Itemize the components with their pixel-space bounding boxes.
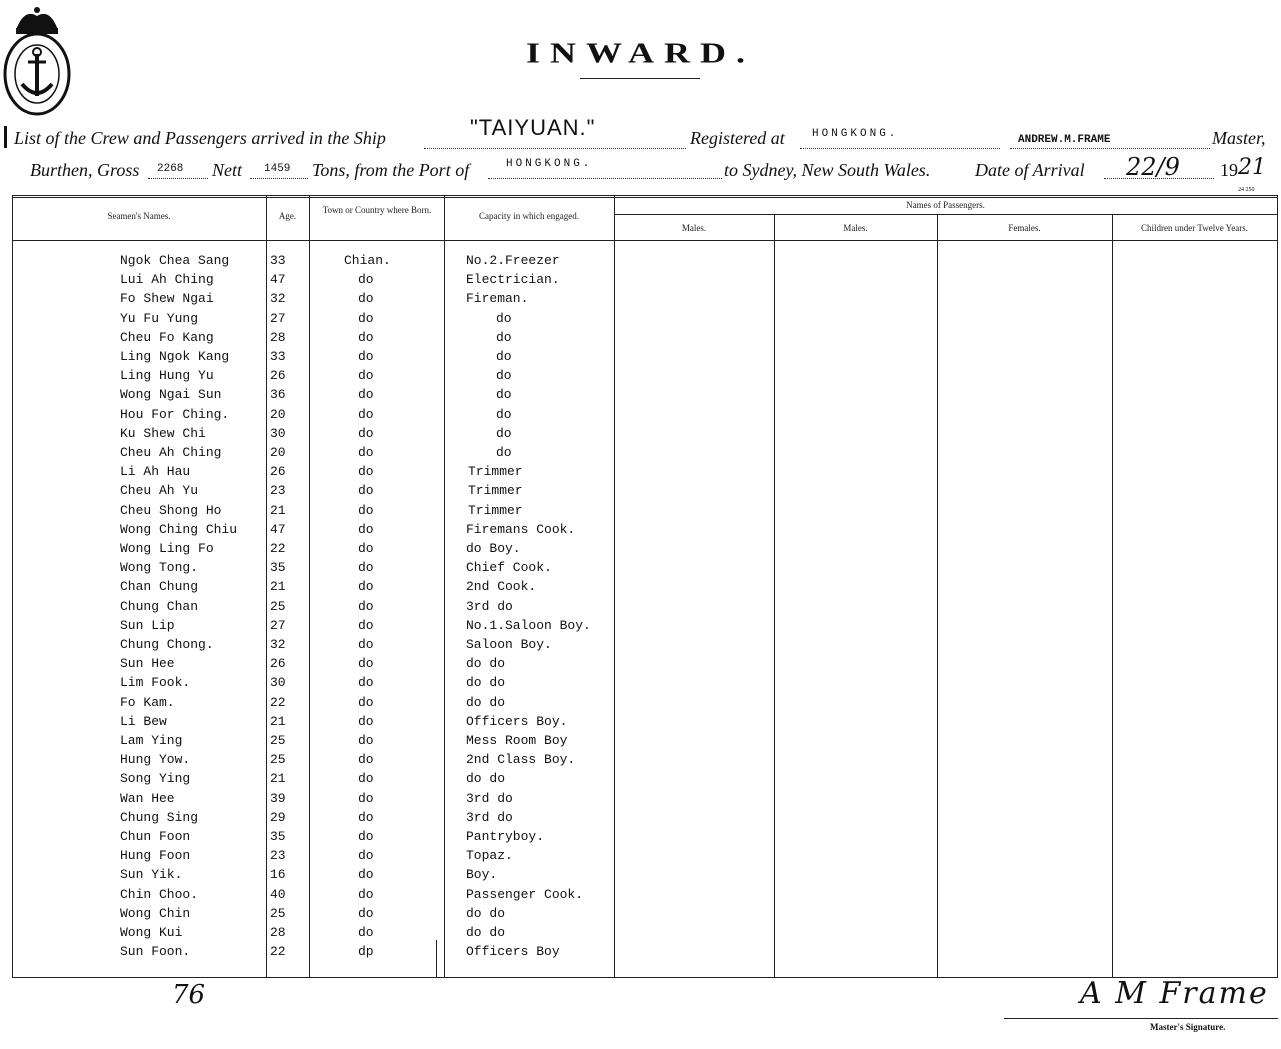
crew-born: Chian.	[344, 253, 391, 268]
crew-age: 30	[270, 426, 286, 441]
crew-name: Wong Chin	[120, 906, 191, 921]
crew-born: do	[358, 330, 374, 345]
col-females: Females.	[1008, 223, 1041, 233]
crew-age: 27	[270, 311, 286, 326]
crew-name: Wan Hee	[120, 791, 175, 806]
crew-age: 26	[270, 368, 286, 383]
master-name: ANDREW.M.FRAME	[1018, 134, 1111, 146]
crew-name: Cheu Ah Ching	[120, 445, 222, 460]
crew-capacity: Trimmer	[468, 503, 523, 518]
crew-capacity: Firemans Cook.	[466, 522, 576, 537]
crew-name: Cheu Fo Kang	[120, 330, 214, 345]
crew-age: 25	[270, 906, 286, 921]
nett-label: Nett	[212, 160, 242, 180]
crew-born: do	[358, 560, 374, 575]
crew-born: do	[358, 387, 374, 402]
crew-name: Sun Yik.	[120, 867, 183, 882]
crew-capacity: Chief Cook.	[466, 560, 552, 575]
crew-age: 23	[270, 848, 286, 863]
page-number: 76	[172, 980, 206, 1010]
crew-name: Hung Yow.	[120, 752, 191, 767]
crew-capacity: do do	[466, 771, 506, 786]
crew-age: 40	[270, 887, 286, 902]
title-underline	[580, 78, 700, 79]
crew-capacity: Pantryboy.	[466, 829, 545, 844]
crew-name: Wong Kui	[120, 925, 183, 940]
crew-name: Ngok Chea Sang	[120, 253, 230, 268]
date-arrival-value: 22/9	[1126, 153, 1180, 181]
crew-capacity: Trimmer	[468, 483, 523, 498]
crew-age: 21	[270, 503, 286, 518]
master-underline	[1010, 148, 1210, 149]
ship-underline	[424, 148, 686, 149]
table-header-rule	[12, 240, 1278, 241]
crew-age: 26	[270, 656, 286, 671]
crew-age: 36	[270, 387, 286, 402]
crew-born: do	[358, 503, 374, 518]
crew-born: do	[358, 311, 374, 326]
crew-born: do	[358, 522, 374, 537]
crew-name: Sun Hee	[120, 656, 175, 671]
crew-born: do	[358, 579, 374, 594]
crew-age: 20	[270, 407, 286, 422]
crew-age: 35	[270, 560, 286, 575]
crew-name: Chun Foon	[120, 829, 191, 844]
year-prefix: 19	[1220, 160, 1238, 180]
crew-age: 21	[270, 714, 286, 729]
crew-capacity: Officers Boy	[466, 944, 560, 959]
tons-from-label: Tons, from the Port of	[312, 160, 470, 180]
crew-capacity: do	[496, 445, 512, 460]
form-code: 24 250	[1238, 187, 1255, 193]
to-sydney-label: to Sydney, New South Wales.	[724, 160, 931, 180]
crew-capacity: Fireman.	[466, 291, 529, 306]
crew-age: 21	[270, 579, 286, 594]
crew-age: 47	[270, 272, 286, 287]
crew-born: do	[358, 637, 374, 652]
crew-name: Chan Chung	[120, 579, 199, 594]
crew-born: do	[358, 426, 374, 441]
crew-born: do	[358, 445, 374, 460]
crew-capacity: do do	[466, 925, 506, 940]
registered-at-value: HONGKONG.	[812, 128, 899, 140]
crew-age: 28	[270, 925, 286, 940]
burthen-label: Burthen, Gross	[30, 160, 140, 180]
crew-age: 22	[270, 944, 286, 959]
crew-capacity: Electrician.	[466, 272, 560, 287]
crew-born: do	[358, 291, 374, 306]
crew-capacity: do do	[466, 675, 506, 690]
crew-age: 21	[270, 771, 286, 786]
crew-name: Chung Chong.	[120, 637, 214, 652]
registered-at-label: Registered at	[690, 128, 785, 148]
crew-born: do	[358, 714, 374, 729]
crew-born: do	[358, 810, 374, 825]
crew-name: Chung Sing	[120, 810, 199, 825]
nett-underline	[250, 178, 308, 179]
crew-capacity: No.2.Freezer	[466, 253, 560, 268]
crew-age: 27	[270, 618, 286, 633]
crew-capacity: Trimmer	[468, 464, 523, 479]
table-top-rule	[12, 195, 1278, 196]
crew-age: 32	[270, 291, 286, 306]
crew-born: do	[358, 695, 374, 710]
crew-name: Ling Ngok Kang	[120, 349, 230, 364]
col-age: Age.	[278, 211, 297, 221]
crew-age: 32	[270, 637, 286, 652]
crew-capacity: do do	[466, 695, 506, 710]
crew-capacity: do	[496, 349, 512, 364]
margin-mark	[4, 126, 7, 148]
registered-underline	[800, 148, 1000, 149]
crew-capacity: Topaz.	[466, 848, 513, 863]
crew-name: Chin Choo.	[120, 887, 199, 902]
crew-born: do	[358, 925, 374, 940]
crew-capacity: No.1.Saloon Boy.	[466, 618, 591, 633]
crew-capacity: do	[496, 407, 512, 422]
crew-name: Hou For Ching.	[120, 407, 230, 422]
crew-capacity: do Boy.	[466, 541, 521, 556]
crew-name: Sun Lip	[120, 618, 175, 633]
crew-capacity: Saloon Boy.	[466, 637, 552, 652]
crew-born: do	[358, 464, 374, 479]
crew-name: Lim Fook.	[120, 675, 191, 690]
crew-capacity: Passenger Cook.	[466, 887, 584, 902]
list-of-label: List of the Crew and Passengers arrived in the Ship	[14, 128, 386, 148]
crew-born: do	[358, 848, 374, 863]
crew-age: 35	[270, 829, 286, 844]
crew-name: Lam Ying	[120, 733, 183, 748]
crew-capacity: 2nd Class Boy.	[466, 752, 576, 767]
crew-born: do	[358, 618, 374, 633]
crew-born: do	[358, 791, 374, 806]
crew-born: dp	[358, 944, 374, 959]
crew-name: Fo Kam.	[120, 695, 175, 710]
col-capacity: Capacity in which engaged.	[479, 211, 579, 221]
crew-capacity: 2nd Cook.	[466, 579, 537, 594]
crew-capacity: 3rd do	[466, 599, 513, 614]
year-suffix: 21	[1238, 155, 1266, 180]
crew-born: do	[358, 771, 374, 786]
crew-capacity: do	[496, 368, 512, 383]
crew-name: Chung Chan	[120, 599, 199, 614]
crew-capacity: do	[496, 311, 512, 326]
crew-born: do	[358, 829, 374, 844]
crew-name: Yu Fu Yung	[120, 311, 199, 326]
crew-name: Song Ying	[120, 771, 191, 786]
crew-born: do	[358, 349, 374, 364]
crew-capacity: Mess Room Boy	[466, 733, 568, 748]
gross-underline	[148, 178, 208, 179]
form-title: INWARD.	[525, 37, 755, 69]
crew-name: Cheu Ah Yu	[120, 483, 199, 498]
crew-capacity: do	[496, 330, 512, 345]
crew-born: do	[358, 867, 374, 882]
crew-age: 20	[270, 445, 286, 460]
col-town-born: Town or Country where Born.	[322, 205, 432, 215]
col-passengers-group: Names of Passengers.	[906, 200, 985, 210]
nett-tons: 1459	[264, 163, 291, 175]
crew-age: 29	[270, 810, 286, 825]
crew-age: 39	[270, 791, 286, 806]
crew-age: 23	[270, 483, 286, 498]
ship-name: "TAIYUAN."	[470, 115, 596, 140]
crew-age: 26	[270, 464, 286, 479]
crew-born: do	[358, 368, 374, 383]
crew-born: do	[358, 656, 374, 671]
crew-capacity: Officers Boy.	[466, 714, 568, 729]
port-of-value: HONGKONG.	[506, 158, 593, 170]
crew-capacity: do do	[466, 656, 506, 671]
crew-born: do	[358, 483, 374, 498]
col-children: Children under Twelve Years.	[1141, 223, 1248, 233]
col-males-2: Males.	[843, 223, 868, 233]
crew-born: do	[358, 887, 374, 902]
crew-name: Wong Ngai Sun	[120, 387, 222, 402]
crew-born: do	[358, 599, 374, 614]
crew-capacity: 3rd do	[466, 791, 513, 806]
crew-age: 47	[270, 522, 286, 537]
crew-age: 22	[270, 695, 286, 710]
crew-capacity: do do	[466, 906, 506, 921]
crew-born: do	[358, 733, 374, 748]
crew-capacity: do	[496, 387, 512, 402]
col-seamen-names: Seamen's Names.	[107, 211, 171, 221]
crew-born: do	[358, 675, 374, 690]
crew-capacity: do	[496, 426, 512, 441]
crew-age: 33	[270, 349, 286, 364]
crew-born: do	[358, 272, 374, 287]
crew-age: 25	[270, 752, 286, 767]
col-males-1: Males.	[681, 223, 707, 233]
crew-name: Cheu Shong Ho	[120, 503, 222, 518]
signature-label: Master's Signature.	[1150, 1022, 1226, 1032]
crew-capacity: Boy.	[466, 867, 498, 882]
crew-name: Li Bew	[120, 714, 167, 729]
passengers-subheader-rule	[615, 214, 1278, 215]
master-label: Master,	[1212, 128, 1266, 148]
crew-name: Hung Foon	[120, 848, 191, 863]
crew-name: Ku Shew Chi	[120, 426, 206, 441]
crew-name: Fo Shew Ngai	[120, 291, 214, 306]
crew-born: do	[358, 752, 374, 767]
crew-age: 30	[270, 675, 286, 690]
date-arrival-label: Date of Arrival	[975, 160, 1085, 180]
crew-name: Lui Ah Ching	[120, 272, 214, 287]
crew-name: Li Ah Hau	[120, 464, 191, 479]
crew-name: Ling Hung Yu	[120, 368, 214, 383]
crew-age: 33	[270, 253, 286, 268]
crew-born: do	[358, 407, 374, 422]
crew-name: Sun Foon.	[120, 944, 191, 959]
gross-tons: 2268	[157, 163, 184, 175]
crew-age: 16	[270, 867, 286, 882]
master-signature: A M Frame	[1080, 976, 1269, 1011]
crew-name: Wong Ching Chiu	[120, 522, 238, 537]
crew-born: do	[358, 541, 374, 556]
port-underline	[488, 178, 722, 179]
crew-age: 22	[270, 541, 286, 556]
crew-name: Wong Ling Fo	[120, 541, 214, 556]
crew-age: 28	[270, 330, 286, 345]
crew-capacity: 3rd do	[466, 810, 513, 825]
crew-name: Wong Tong.	[120, 560, 199, 575]
crew-born: do	[358, 906, 374, 921]
crew-age: 25	[270, 599, 286, 614]
crew-age: 25	[270, 733, 286, 748]
signature-rule	[1004, 1018, 1278, 1019]
